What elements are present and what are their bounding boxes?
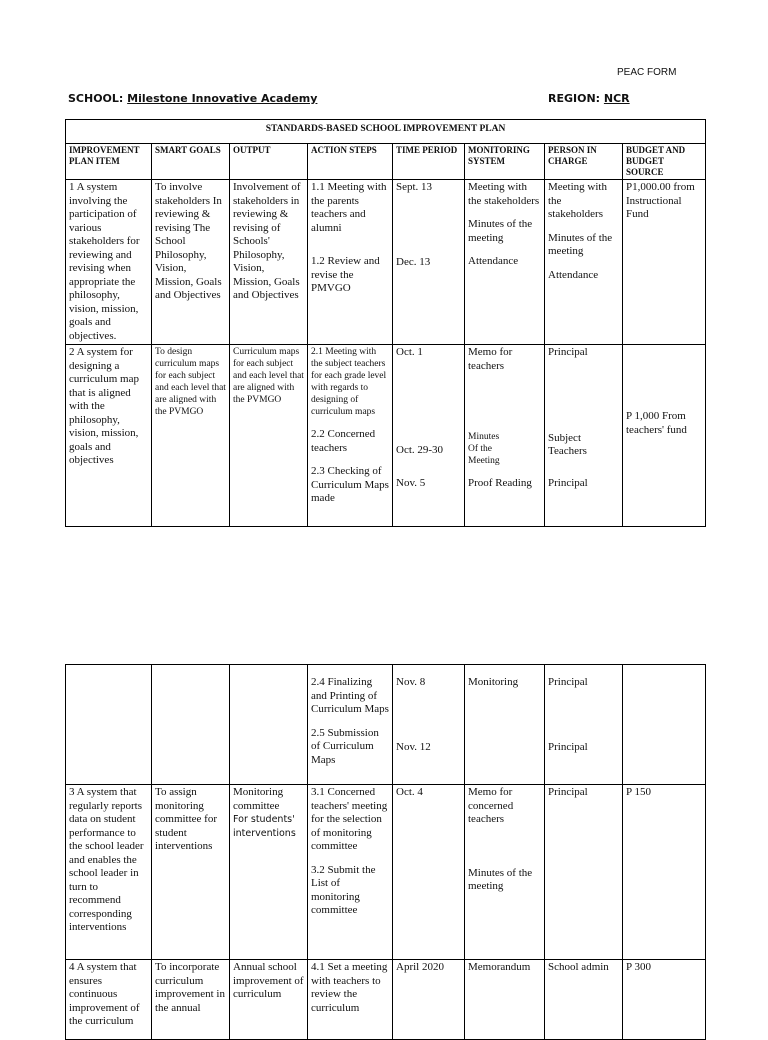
header-monitoring-system: MONITORING SYSTEM xyxy=(465,144,545,180)
table-row xyxy=(66,785,706,960)
school-line xyxy=(68,92,317,105)
improvement-plan-table-page-2 xyxy=(65,664,706,1040)
time-period-cell xyxy=(393,665,465,785)
person-cell xyxy=(545,345,623,527)
monitoring-value: Attendance xyxy=(468,255,519,267)
header-output: OUTPUT xyxy=(230,144,308,180)
header-budget: BUDGET AND BUDGET SOURCE xyxy=(623,144,706,180)
time-value: Sept. 13 xyxy=(396,181,433,193)
budget-cell: P1,000.00 from Instructional Fund xyxy=(623,180,706,345)
smart-goals-cell: To involve stakeholders In reviewing & revising The School Philosophy, Vision, Mission, Goals and Objectives xyxy=(152,180,230,345)
time-period-cell xyxy=(393,345,465,527)
time-value: Nov. 5 xyxy=(396,477,426,489)
monitoring-value: Minutes of the meeting xyxy=(468,218,533,244)
smart-goals-cell: To assign monitoring committee for student interventions xyxy=(152,785,230,960)
person-cell xyxy=(545,180,623,345)
improvement-item-cell: 4 A system that ensures continuous improvement of the curriculum xyxy=(66,960,152,1040)
time-value: Nov. 8 xyxy=(396,676,426,688)
table-title: STANDARDS-BASED SCHOOL IMPROVEMENT PLAN xyxy=(66,120,706,144)
output-cell: Annual school improvement of curriculum xyxy=(230,960,308,1040)
improvement-item-cell: 3 A system that regularly reports data on student performance to the school leader and enables the school leader in turn to recommend corresponding interventions xyxy=(66,785,152,960)
budget-cell xyxy=(623,345,706,527)
output-cell: Curriculum maps for each subject and each level that are aligned with the PVMGO xyxy=(230,345,308,527)
person-value: Principal xyxy=(548,740,588,753)
table-row xyxy=(66,345,706,527)
table-row xyxy=(66,960,706,1040)
time-value: Nov. 12 xyxy=(396,740,431,753)
action-step: 2.1 Meeting with the subject teachers for each grade level with regards to designing of curriculum maps xyxy=(311,347,387,417)
header-person-in-charge: PERSON IN CHARGE xyxy=(545,144,623,180)
monitoring-cell xyxy=(465,180,545,345)
person-cell: Principal xyxy=(545,785,623,960)
time-value: Oct. 29-30 xyxy=(396,443,444,456)
person-cell xyxy=(545,665,623,785)
time-value: Dec. 13 xyxy=(396,255,431,268)
person-value: Attendance xyxy=(548,268,599,281)
action-steps-cell xyxy=(308,665,393,785)
person-value: Principal xyxy=(548,676,588,688)
school-label: SCHOOL: xyxy=(68,92,124,105)
monitoring-value: Minutes of the meeting xyxy=(468,866,533,892)
person-value: Meeting with the stakeholders xyxy=(548,181,607,220)
time-value: Oct. 1 xyxy=(396,346,423,358)
action-step: 2.5 Submission of Curriculum Maps xyxy=(311,726,379,766)
action-step: 3.1 Concerned teachers' meeting for the selection of monitoring committee xyxy=(311,786,388,852)
monitoring-cell xyxy=(465,665,545,785)
person-cell: School admin xyxy=(545,960,623,1040)
output-cell: Involvement of stakeholders in reviewing & revising of Schools' Philosophy, Vision, Mission, Goals and Objectives xyxy=(230,180,308,345)
time-period-cell: Oct. 4 xyxy=(393,785,465,960)
person-value: Principal xyxy=(548,346,588,358)
header-improvement-plan-item: IMPROVEMENT PLAN ITEM xyxy=(66,144,152,180)
action-step: 1.1 Meeting with the parents teachers and alumni xyxy=(311,181,387,234)
person-value: Principal xyxy=(548,476,588,489)
action-step: 2.4 Finalizing and Printing of Curriculum Maps xyxy=(311,676,389,715)
region-label: REGION: xyxy=(548,92,601,105)
action-step: 2.3 Checking of Curriculum Maps made xyxy=(311,465,389,504)
form-code: PEAC FORM xyxy=(617,67,677,78)
output-cell xyxy=(230,785,308,960)
output-value: For students' interventions xyxy=(233,814,296,839)
monitoring-value: Memo for teachers xyxy=(468,346,513,372)
output-value: Monitoring committee xyxy=(233,786,284,812)
monitoring-value: Minutes Of the Meeting xyxy=(468,432,500,466)
region-line xyxy=(548,92,630,105)
monitoring-cell xyxy=(465,785,545,960)
table-row xyxy=(66,665,706,785)
table-row xyxy=(66,180,706,345)
region-name: NCR xyxy=(603,92,630,105)
header-time-period: TIME PERIOD xyxy=(393,144,465,180)
monitoring-value: Proof Reading xyxy=(468,477,532,489)
budget-value: P 1,000 From teachers' fund xyxy=(626,410,687,436)
action-steps-cell xyxy=(308,180,393,345)
action-steps-cell xyxy=(308,785,393,960)
action-step: 2.2 Concerned teachers xyxy=(311,428,376,454)
monitoring-value: Meeting with the stakeholders xyxy=(468,181,540,207)
school-name: Milestone Innovative Academy xyxy=(127,92,318,105)
time-period-cell xyxy=(393,180,465,345)
smart-goals-cell: To incorporate curriculum improvement in the annual xyxy=(152,960,230,1040)
person-value: Minutes of the meeting xyxy=(548,231,613,257)
improvement-item-cell: 1 A system involving the participation of various stakeholders for reviewing and revising when appropriate the philosophy, vision, mission, goals and objectives. xyxy=(66,180,152,345)
time-period-cell: April 2020 xyxy=(393,960,465,1040)
header-smart-goals: SMART GOALS xyxy=(152,144,230,180)
person-value: Subject Teachers xyxy=(548,431,587,457)
header-action-steps: ACTION STEPS xyxy=(308,144,393,180)
smart-goals-cell: To design curriculum maps for each subject and each level that are aligned with the PVMGO xyxy=(152,345,230,527)
action-steps-cell: 4.1 Set a meeting with teachers to review the curriculum xyxy=(308,960,393,1040)
improvement-plan-table-page-1 xyxy=(65,119,706,527)
monitoring-cell: Memorandum xyxy=(465,960,545,1040)
improvement-item-cell: 2 A system for designing a curriculum map that is aligned with the philosophy, vision, mission, goals and objectives xyxy=(66,345,152,527)
action-step: 3.2 Submit the List of monitoring committee xyxy=(311,863,376,916)
monitoring-value: Memo for concerned teachers xyxy=(468,786,514,825)
monitoring-cell xyxy=(465,345,545,527)
budget-cell: P 300 xyxy=(623,960,706,1040)
monitoring-value: Monitoring xyxy=(468,676,519,688)
budget-cell: P 150 xyxy=(623,785,706,960)
action-steps-cell xyxy=(308,345,393,527)
action-step: 1.2 Review and revise the PMVGO xyxy=(311,255,380,294)
